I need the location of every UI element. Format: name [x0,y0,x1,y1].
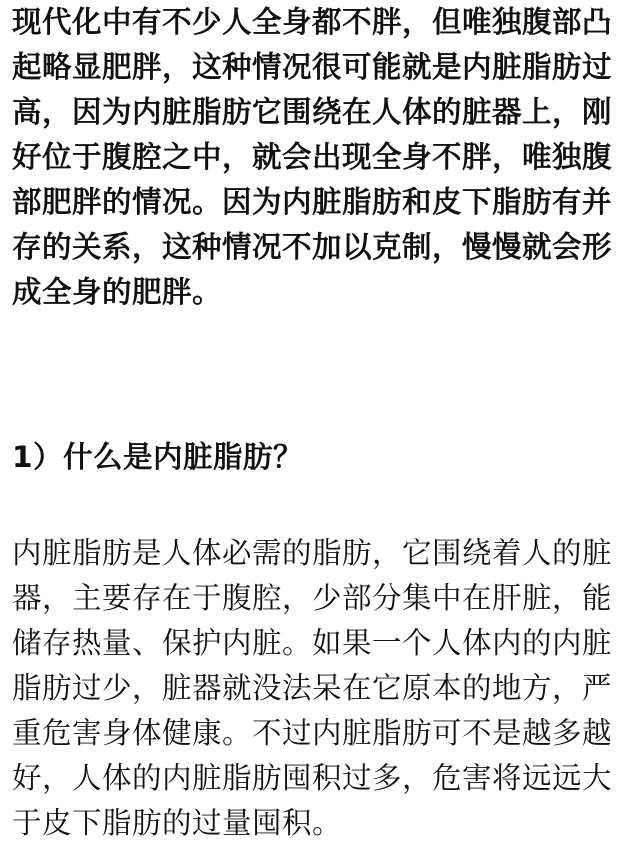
section-body-paragraph: 内脏脂肪是人体必需的脂肪，它围绕着人的脏器，主要存在于腹腔，少部分集中在肝脏，能储存热量、保护内脏。如果一个人体内的内脏脂肪过少，脏器就没法呆在它原本的地方，严重危害身体健康。不过内脏脂肪可不是越多越好，人体的内脏脂肪囤积过多，危害将远远大于皮下脂肪的过量囤积。 [12,536,613,840]
section-heading: 1）什么是内脏脂肪？ [12,440,304,474]
intro-paragraph: 现代化中有不少人全身都不胖，但唯独腹部凸起略显肥胖，这种情况很可能就是内脏脂肪过高，因为内脏脂肪它围绕在人体的脏器上，刚好位于腹腔之中，就会出现全身不胖，唯独腹部肥胖的情况。因为内脏脂肪和皮下脂肪有并存的关系，这种情况不加以克制，慢慢就会形成全身的肥胖。 [12,5,613,309]
